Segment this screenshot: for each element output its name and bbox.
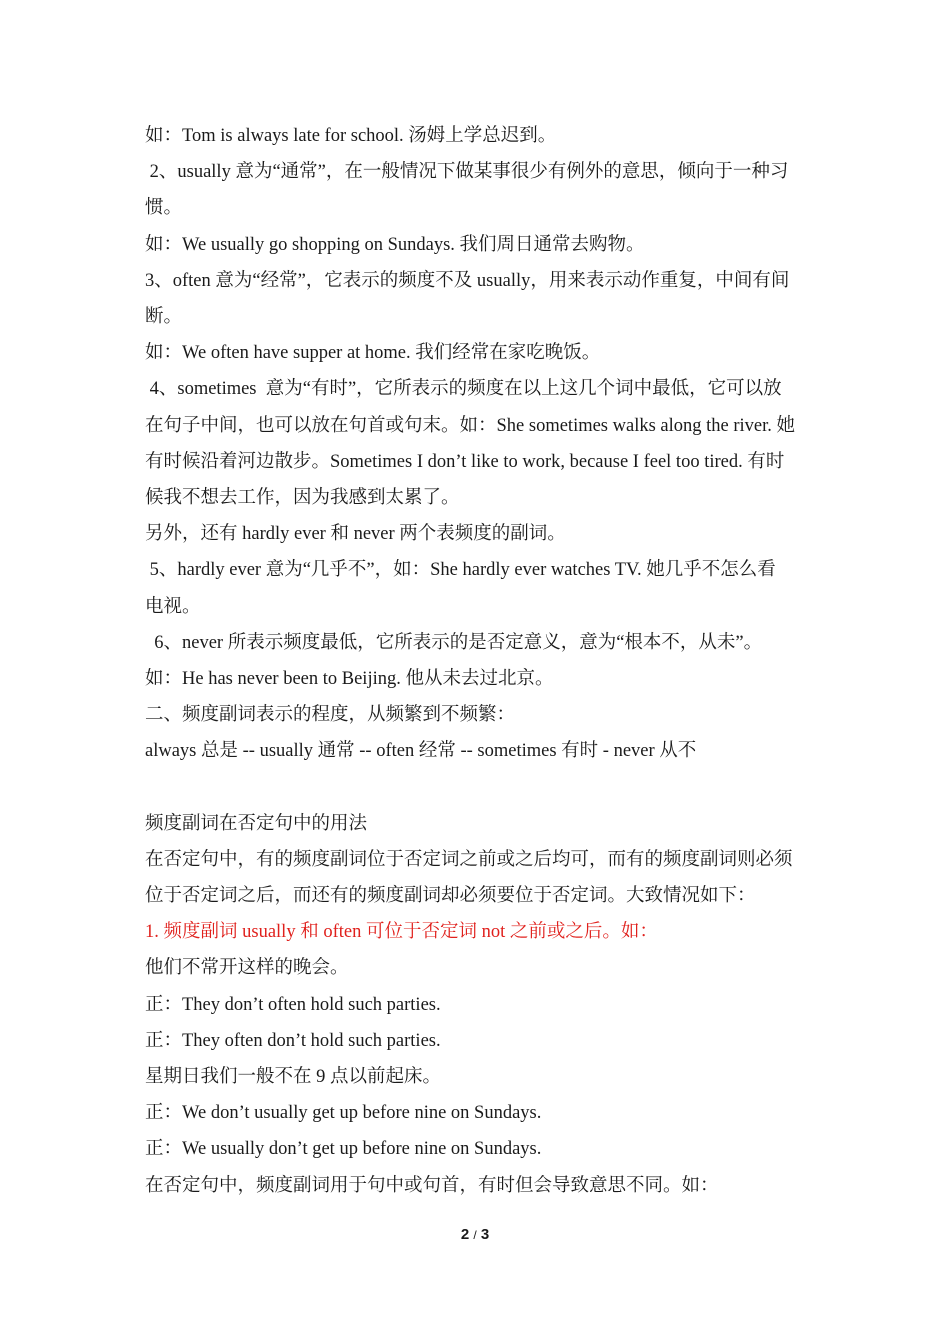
text-line: 5、hardly ever 意为“几乎不”，如：She hardly ever watches TV. 她几乎不怎么看 <box>145 560 776 581</box>
text-line: 6、never 所表示频度最低，它所表示的是否定意义，意为“根本不，从未”。 <box>145 632 763 653</box>
text-line: 在句子中间，也可以放在句首或句末。如：She sometimes walks along the river. 她 <box>145 415 796 436</box>
text-line: 候我不想去工作，因为我感到太累了。 <box>145 488 460 509</box>
text-line: 二、频度副词表示的程度，从频繁到不频繁： <box>145 705 516 726</box>
text-line: 4、sometimes 意为“有时”，它所表示的频度在以上这几个词中最低，它可以放 <box>145 379 782 400</box>
text-line: 在否定句中，频度副词用于句中或句首，有时但会导致意思不同。如： <box>145 1175 719 1196</box>
highlighted-rule-line: 1. 频度副词 usually 和 often 可位于否定词 not 之前或之后。如： <box>145 922 658 943</box>
document-body <box>145 118 810 1204</box>
text-line: 位于否定词之后，而还有的频度副词却必须要位于否定词。大致情况如下： <box>145 886 756 907</box>
text-line: 星期日我们一般不在 9 点以前起床。 <box>145 1067 442 1088</box>
text-line: 另外，还有 hardly ever 和 never 两个表频度的副词。 <box>145 524 566 545</box>
text-line: 如：He has never been to Beijing. 他从未去过北京。 <box>145 669 554 690</box>
text-line: 如：We usually go shopping on Sundays. 我们周日通常去购物。 <box>145 234 645 255</box>
text-line: 3、often 意为“经常”，它表示的频度不及 usually，用来表示动作重复，中间有间 <box>145 270 790 291</box>
section-heading: 频度副词在否定句中的用法 <box>145 813 368 834</box>
total-page-count: 3 <box>480 1226 490 1243</box>
current-page-number: 2 <box>460 1226 470 1243</box>
example-line: 正：We usually don’t get up before nine on Sundays. <box>145 1139 542 1160</box>
page-separator: / <box>473 1228 477 1242</box>
text-line: always 总是 -- usually 通常 -- often 经常 -- sometimes 有时 - never 从不 <box>145 741 697 762</box>
text-line: 2、usually 意为“通常”，在一般情况下做某事很少有例外的意思，倾向于一种习 <box>145 162 789 183</box>
example-line: 正：They don’t often hold such parties. <box>145 994 441 1015</box>
text-line: 电视。 <box>145 596 201 617</box>
text-line: 如：Tom is always late for school. 汤姆上学总迟到。 <box>145 126 557 146</box>
text-line: 他们不常开这样的晚会。 <box>145 958 349 979</box>
page-number <box>0 1226 950 1243</box>
text-line: 断。 <box>145 307 183 328</box>
text-line: 如：We often have supper at home. 我们经常在家吃晚饭。 <box>145 343 601 364</box>
example-line: 正：They often don’t hold such parties. <box>145 1030 441 1051</box>
paragraph-gap <box>145 770 810 806</box>
text-line: 有时候沿着河边散步。Sometimes I don’t like to work, because I feel too tired. 有时 <box>145 451 785 472</box>
example-line: 正：We don’t usually get up before nine on Sundays. <box>145 1103 542 1124</box>
text-line: 在否定句中，有的频度副词位于否定词之前或之后均可，而有的频度副词则必须 <box>145 849 793 870</box>
text-line: 惯。 <box>145 198 183 219</box>
